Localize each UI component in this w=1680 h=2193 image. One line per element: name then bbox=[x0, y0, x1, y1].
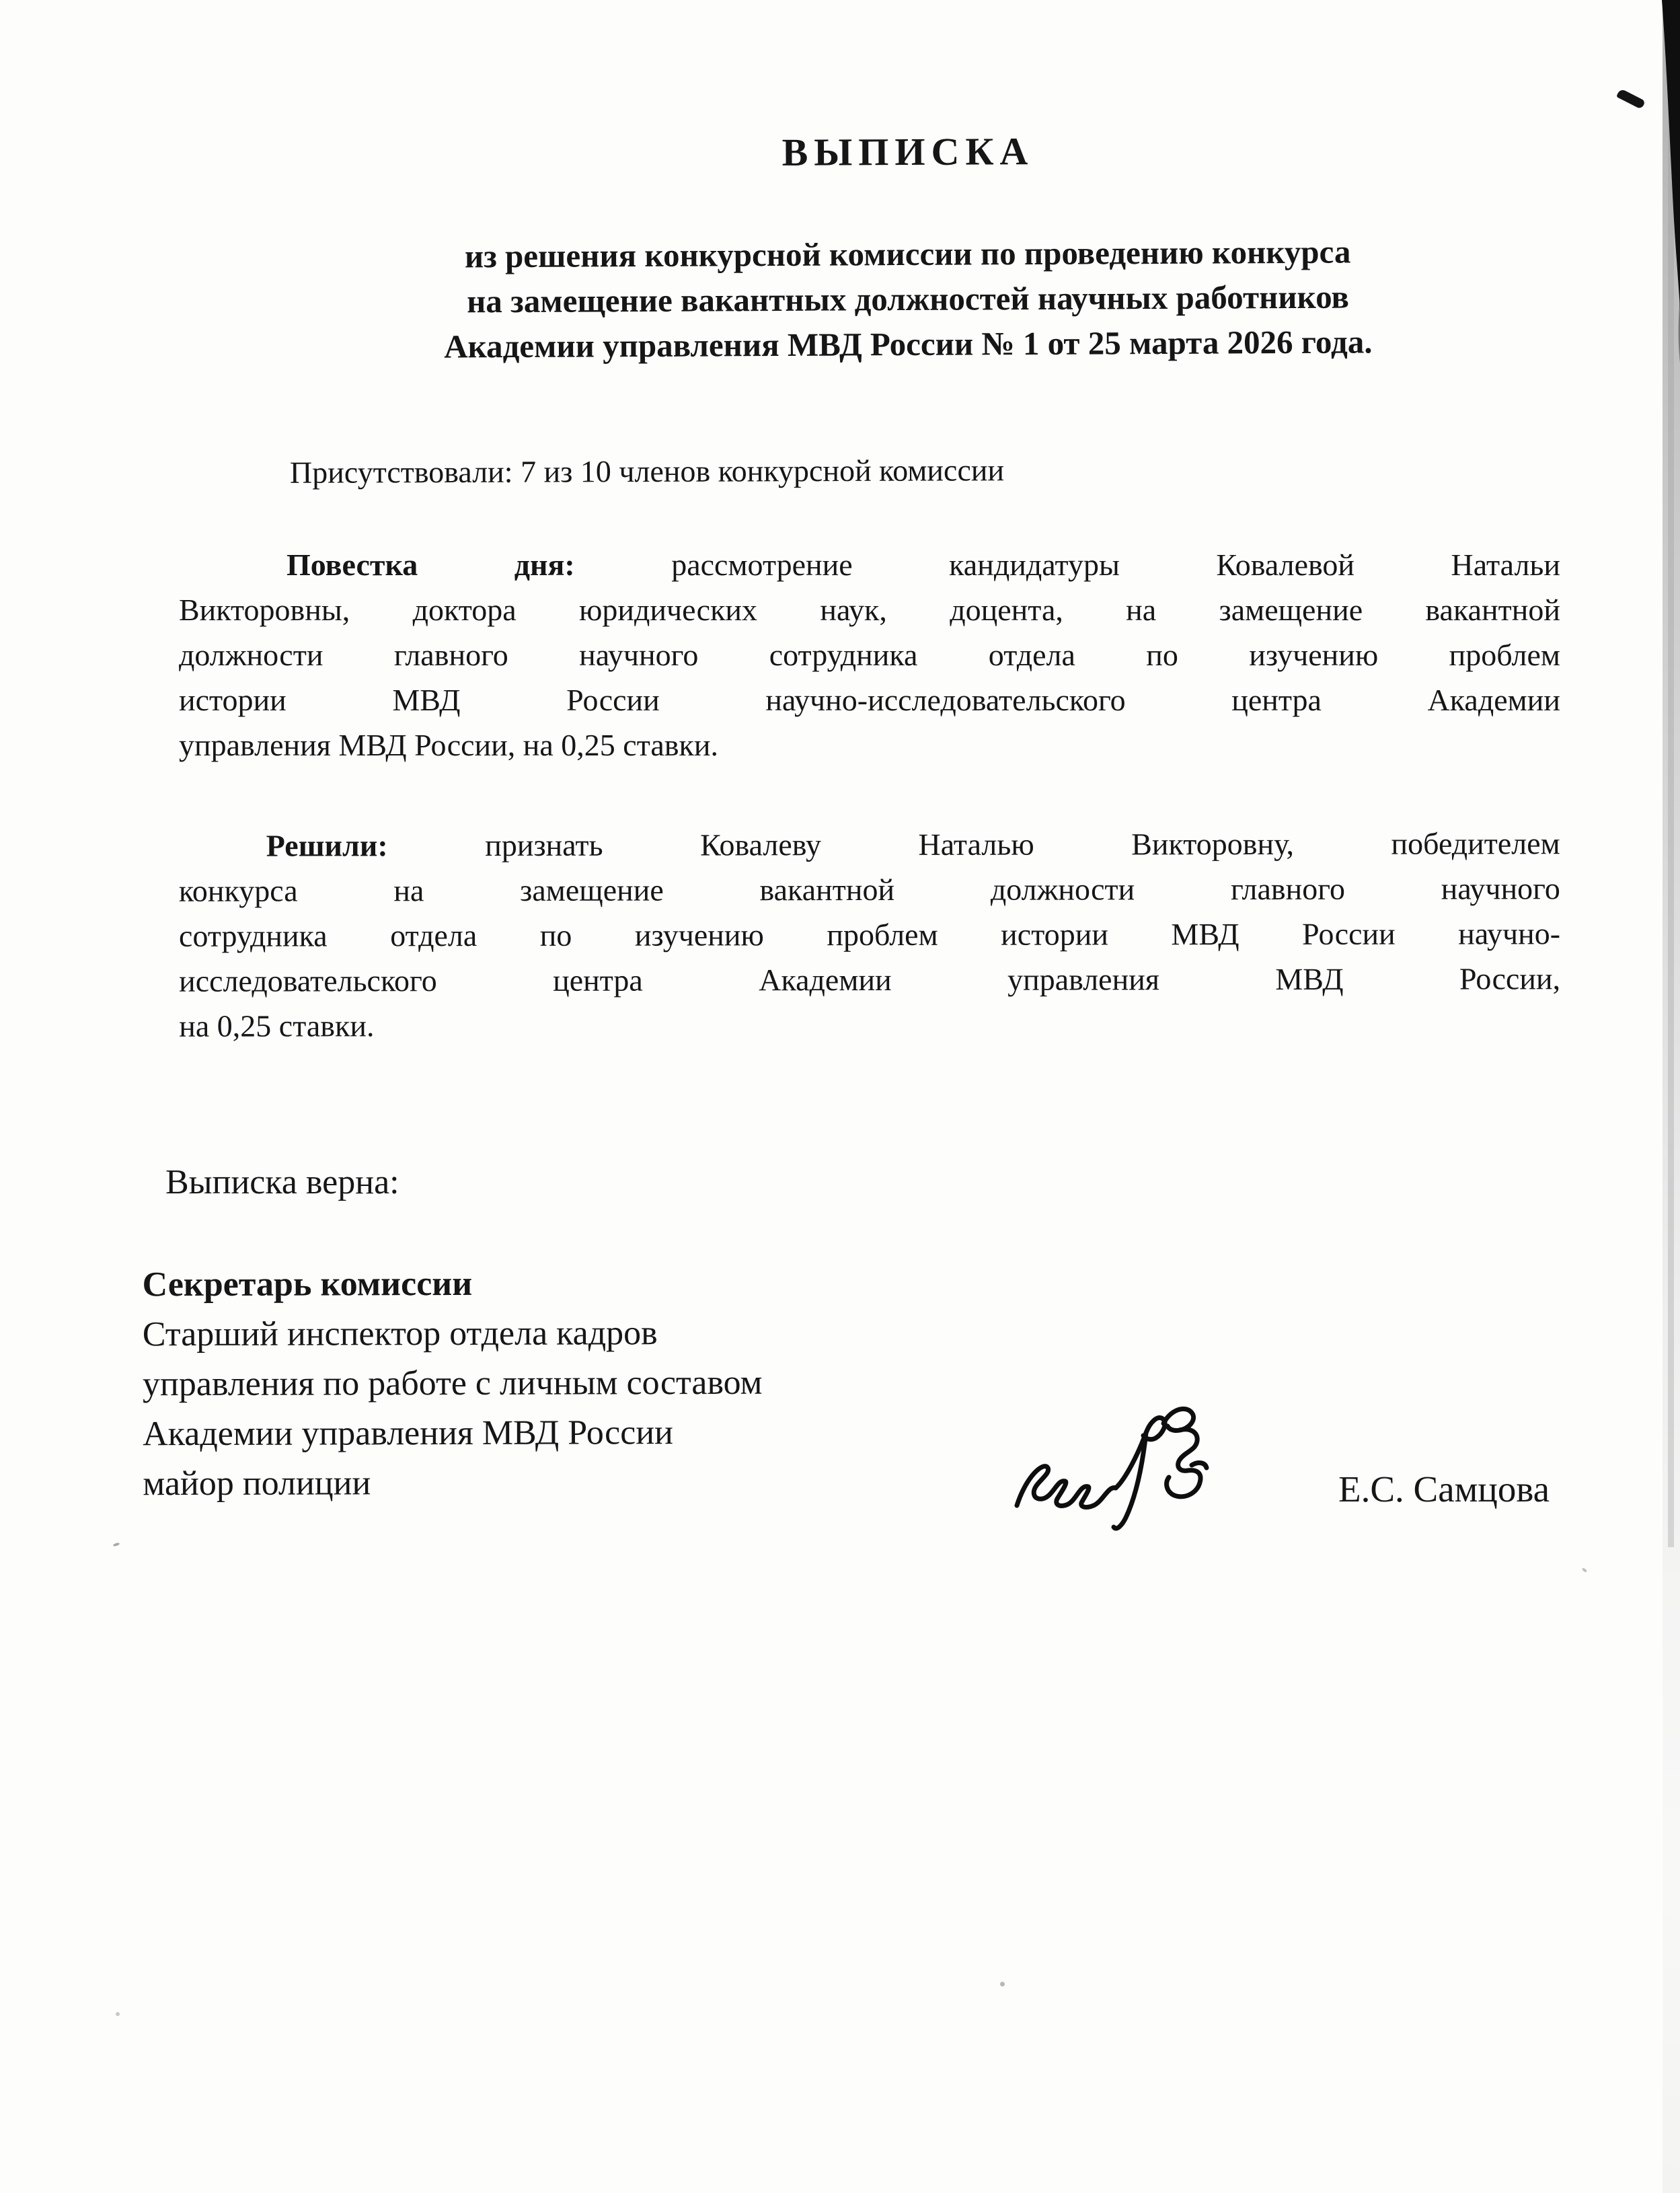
resolution-line bbox=[179, 821, 1560, 868]
resolution-line: конкурса на замещение вакантной должности главного научного bbox=[178, 871, 1560, 908]
subtitle-line: на замещение вакантных должностей научных работников bbox=[466, 278, 1350, 320]
certification-line: Выписка верна: bbox=[165, 1163, 399, 1201]
scan-speck bbox=[113, 1542, 120, 1547]
agenda-line bbox=[179, 542, 1560, 587]
signature-block bbox=[143, 1259, 763, 1509]
handwritten-signature-icon bbox=[1006, 1398, 1228, 1553]
agenda-paragraph bbox=[179, 542, 1560, 768]
agenda-label: Повестка дня: bbox=[287, 548, 575, 582]
document-subtitle bbox=[188, 227, 1628, 370]
signer-role-line: Старший инспектор отдела кадров bbox=[142, 1314, 658, 1354]
signer-role-line: Академии управления МВД России bbox=[143, 1413, 674, 1454]
resolution-line: на 0,25 ставки. bbox=[179, 1008, 375, 1043]
resolution-line: сотрудника отдела по изучению проблем истории МВД России научно- bbox=[178, 916, 1561, 953]
scan-speck bbox=[116, 2012, 120, 2016]
agenda-line-text: рассмотрение кандидатуры Ковалевой Натальи bbox=[671, 548, 1560, 582]
agenda-line: должности главного научного сотрудника отдела по изучению проблем bbox=[179, 638, 1560, 672]
resolution-paragraph bbox=[179, 821, 1561, 1049]
resolution-line: исследовательского центра Академии управления МВД России, bbox=[179, 961, 1561, 998]
signer-name: Е.С. Самцова bbox=[1338, 1469, 1550, 1510]
signer-role: Секретарь комиссии bbox=[142, 1264, 473, 1304]
subtitle-line: из решения конкурсной комиссии по проведению конкурса bbox=[464, 233, 1351, 275]
subtitle-line: Академии управления МВД России № 1 от 25 марта 2026 года. bbox=[444, 323, 1373, 365]
document-title: ВЫПИСКА bbox=[781, 129, 1034, 174]
resolution-line-text: признать Ковалеву Наталью Викторовну, победителем bbox=[485, 826, 1560, 862]
resolution-label: Решили: bbox=[266, 828, 388, 863]
signer-role-line: майор полиции bbox=[143, 1464, 371, 1503]
scan-speck bbox=[1582, 1567, 1588, 1573]
attendance-line: Присутствовали: 7 из 10 членов конкурсной комиссии bbox=[289, 453, 1005, 490]
agenda-line: истории МВД России научно-исследовательского центра Академии bbox=[179, 683, 1560, 717]
signer-role-line: управления по работе с личным составом bbox=[142, 1363, 763, 1404]
scanner-edge-shadow bbox=[1650, 0, 1680, 2193]
agenda-line: управления МВД России, на 0,25 ставки. bbox=[179, 728, 718, 762]
pen-tick-mark-icon bbox=[1616, 88, 1646, 110]
agenda-line: Викторовны, доктора юридических наук, доцента, на замещение вакантной bbox=[179, 593, 1560, 627]
scan-speck bbox=[1000, 1982, 1005, 1986]
